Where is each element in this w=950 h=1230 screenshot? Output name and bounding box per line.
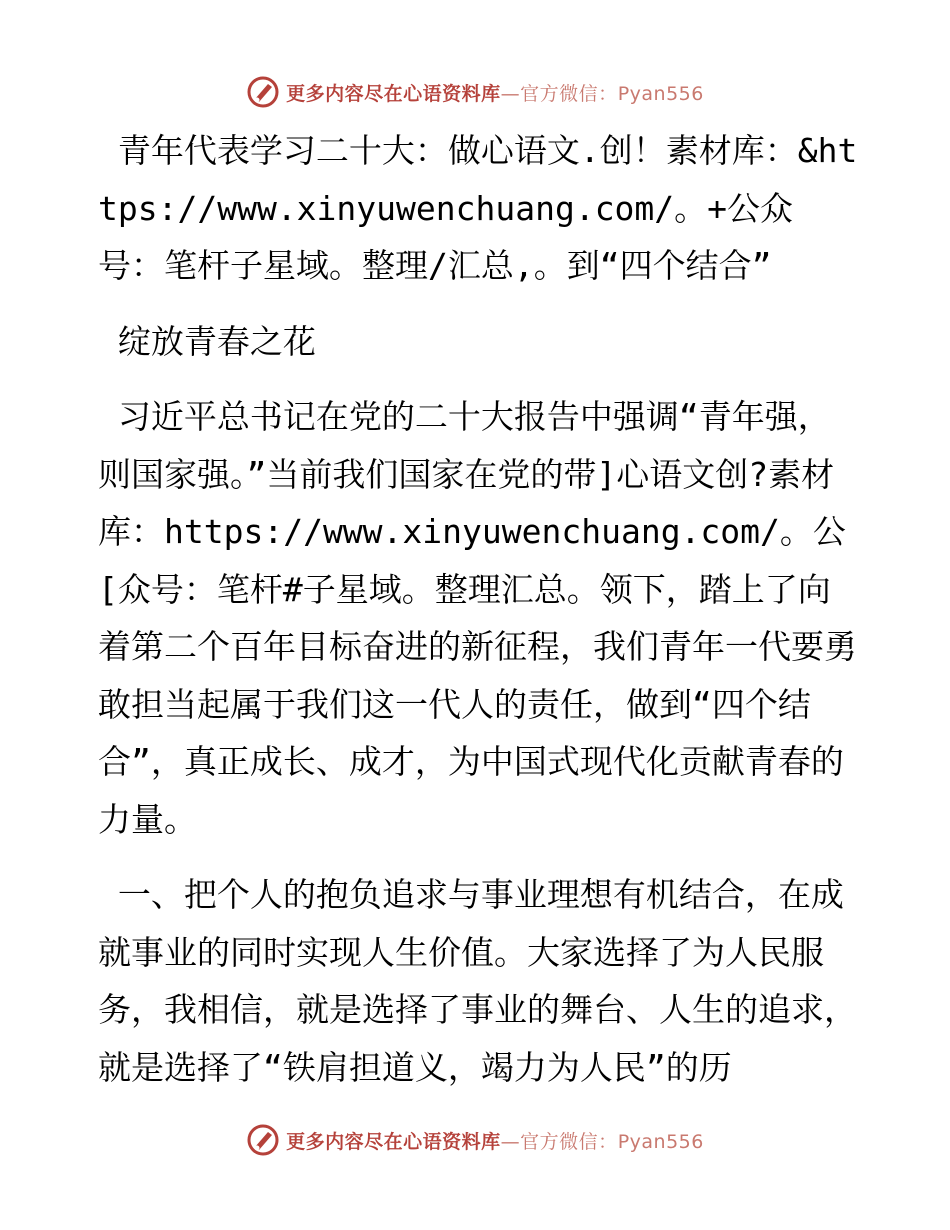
header-banner <box>0 70 950 114</box>
paragraph-title: 青年代表学习二十大：做心语文.创！素材库：&https://www.xinyuwenchuang.com/。+公众号：笔杆子星域。整理/汇总,。到“四个结合” <box>98 131 858 285</box>
footer-banner-text: 更多内容尽在心语资料库—官方微信：Pyan556 <box>286 1130 704 1153</box>
pen-logo-icon <box>246 75 280 109</box>
document-body <box>98 122 858 1114</box>
paragraph-subtitle: 绽放青春之花 <box>98 321 316 361</box>
pen-logo-icon <box>246 1123 280 1157</box>
footer-banner <box>0 1118 950 1162</box>
paragraph-intro: 习近平总书记在党的二十大报告中强调“青年强，则国家强。”当前我们国家在党的带]心语文创?素材库：https://www.xinyuwenchuang.com/。公[众号：笔杆#子星域。整理汇总。领下，踏上了向着第二个百年目标奋进的新征程，我们青年一代要勇敢担当起属于我们这一代人的责任，做到“四个结合”，真正成长、成才，为中国式现代化贡献青春的力量。 <box>98 397 857 839</box>
header-banner-text: 更多内容尽在心语资料库—官方微信：Pyan556 <box>286 82 704 105</box>
paragraph-section-one: 一、把个人的抱负追求与事业理想有机结合，在成就事业的同时实现人生价值。大家选择了为人民服务，我相信，就是选择了事业的舞台、人生的追求，就是选择了“铁肩担道义，竭力为人民”的历 <box>98 875 857 1087</box>
